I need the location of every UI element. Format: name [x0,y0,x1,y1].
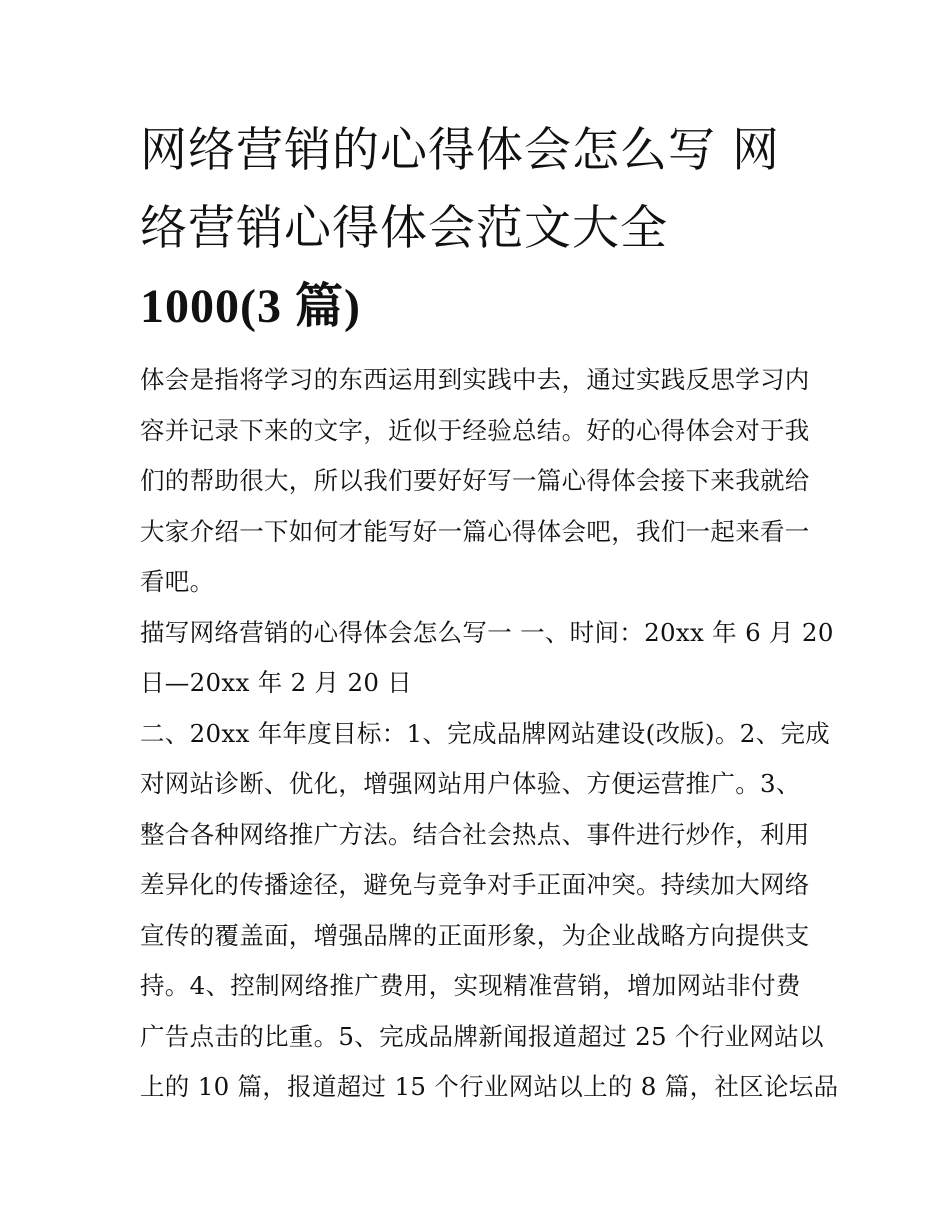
document-body [140,355,839,1113]
body-line: 体会是指将学习的东西运用到实践中去，通过实践反思学习内 [140,365,810,394]
title-line-3: 1000(3 篇) [140,280,361,333]
body-line: 差异化的传播途径，避免与竞争对手正面冲突。持续加大网络 [140,870,810,899]
body-line: 对网站诊断、优化，增强网站用户体验、方便运营推广。3、 [140,769,801,798]
body-line: 宣传的覆盖面，增强品牌的正面形象，为企业战略方向提供支 [140,920,810,950]
document-title [140,112,820,346]
body-line: 大家介绍一下如何才能写好一篇心得体会吧，我们一起来看一 [140,516,810,546]
body-line: 二、20xx 年年度目标：1、完成品牌网站建设(改版)。2、完成 [140,718,830,748]
title-line-2: 络营销心得体会范文大全 [140,201,668,256]
body-line: 日—20xx 年 2 月 20 日 [140,668,413,697]
body-line: 上的 10 篇，报道超过 15 个行业网站以上的 8 篇，社区论坛品 [140,1072,839,1101]
body-line: 广告点击的比重。5、完成品牌新闻报道超过 25 个行业网站以 [140,1021,824,1051]
body-line: 持。4、控制网络推广费用，实现精准营销，增加网站非付费 [140,971,801,1000]
body-line: 们的帮助很大，所以我们要好好写一篇心得体会接下来我就给 [140,466,810,495]
body-line: 看吧。 [140,567,215,596]
body-line: 描写网络营销的心得体会怎么写一 一、时间：20xx 年 6 月 20 [140,617,834,647]
title-line-1: 网络营销的心得体会怎么写 网 [140,123,780,178]
body-line: 整合各种网络推广方法。结合社会热点、事件进行炒作，利用 [140,819,810,849]
body-line: 容并记录下来的文字，近似于经验总结。好的心得体会对于我 [140,415,810,445]
